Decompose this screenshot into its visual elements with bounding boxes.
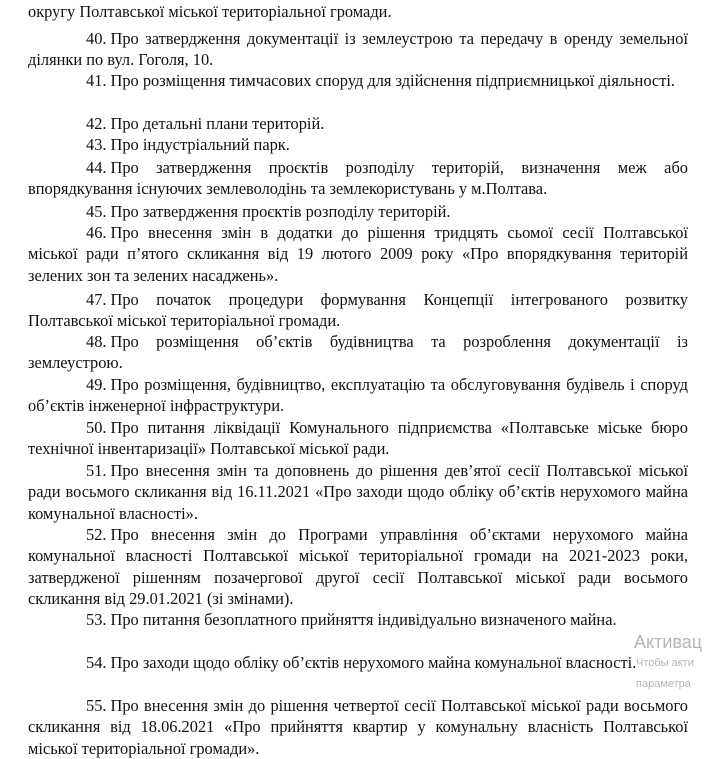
list-item [28, 28, 688, 71]
item-text: Про внесення змін в додатки до рішення тридцять сьомої сесії Полтавської міської ради п’ятого скликання від 19 лютого 2009 року «Про впорядкування територій зелених зон та зелених насаджень». [28, 223, 688, 285]
item-number: 49. [86, 375, 107, 394]
item-number: 41. [86, 71, 107, 90]
item-text: Про детальні плани територій. [110, 114, 325, 133]
item-text: Про затвердження проєктів розподілу територій, визначення меж або впорядкування існуючих землеволодінь та землекористувань у м.Полтава. [28, 158, 688, 199]
item-number: 45. [86, 202, 107, 221]
item-text: Про розміщення, будівництво, експлуатацію та обслуговування будівель і споруд об’єктів інженерної інфраструктури. [28, 375, 688, 416]
item-text: Про внесення змін до рішення четвертої сесії Полтавської міської ради восьмого скликання від 18.06.2021 «Про прийняття квартир у комунальну власність Полтавської міської територіальної громади». [28, 696, 688, 758]
list-item [28, 289, 688, 332]
list-item [28, 417, 688, 460]
item-number: 51. [86, 461, 107, 480]
watermark-title: Активац [634, 632, 703, 652]
list-item [28, 134, 688, 155]
item-text: Про питання ліквідації Комунального підприємства «Полтавське міське бюро технічної інвентаризації» Полтавської міської ради. [28, 418, 688, 459]
list-item [28, 609, 628, 630]
item-text: Про затвердження проєктів розподілу територій. [110, 202, 451, 221]
item-number: 50. [86, 418, 107, 437]
watermark-line: Чтобы акти [636, 657, 694, 669]
list-item [28, 113, 688, 134]
item-text: Про внесення змін до Програми управління об’єктами нерухомого майна комунальної власності Полтавської міської територіальної громади на 2021-2023 роки, затвердженої рішенням позачергової другої сесії Полтавської міської ради восьмого скликання від 29.01.2021 (зі змінами). [28, 525, 688, 609]
item-text: Про розміщення тимчасових споруд для здійснення підприємницької діяльності. [110, 71, 676, 90]
item-number: 55. [86, 696, 107, 715]
item-number: 42. [86, 114, 107, 133]
list-item [28, 374, 688, 417]
item-text: Про заходи щодо обліку об’єктів нерухомого майна комунальної власності. [110, 653, 637, 672]
item-number: 53. [86, 610, 107, 629]
item-text: Про початок процедури формування Концепції інтегрованого розвитку Полтавської міської територіальної громади. [28, 290, 688, 331]
item-text: Про внесення змін та доповнень до рішення дев’ятої сесії Полтавської міської ради восьмого скликання від 16.11.2021 «Про заходи щодо обліку об’єктів нерухомого майна комунальної власності». [28, 461, 688, 523]
item-number: 54. [86, 653, 107, 672]
list-item [28, 201, 688, 222]
windows-activation-watermark [628, 631, 710, 695]
list-item [28, 70, 688, 91]
item-number: 46. [86, 223, 107, 242]
list-item [28, 222, 688, 286]
list-item [28, 695, 688, 759]
item-number: 40. [86, 29, 107, 48]
item-text: Про питання безоплатного прийняття індивідуально визначеного майна. [110, 610, 617, 629]
item-number: 44. [86, 158, 107, 177]
intro-tail-text: округу Полтавської міської територіальної громади. [28, 2, 392, 21]
item-text: Про розміщення об’єктів будівництва та розроблення документації із землеустрою. [28, 332, 688, 373]
item-number: 52. [86, 525, 107, 544]
list-item [28, 460, 688, 524]
item-text: Про затвердження документації із землеустрою та передачу в оренду земельної ділянки по вул. Гоголя, 10. [28, 29, 688, 70]
item-number: 47. [86, 290, 107, 309]
list-item [28, 157, 688, 200]
item-number: 43. [86, 135, 107, 154]
item-number: 48. [86, 332, 107, 351]
item-text: Про індустріальний парк. [110, 135, 290, 154]
list-item [28, 524, 688, 610]
list-item [28, 652, 688, 673]
watermark-line: параметра [636, 678, 691, 690]
list-item [28, 331, 688, 374]
